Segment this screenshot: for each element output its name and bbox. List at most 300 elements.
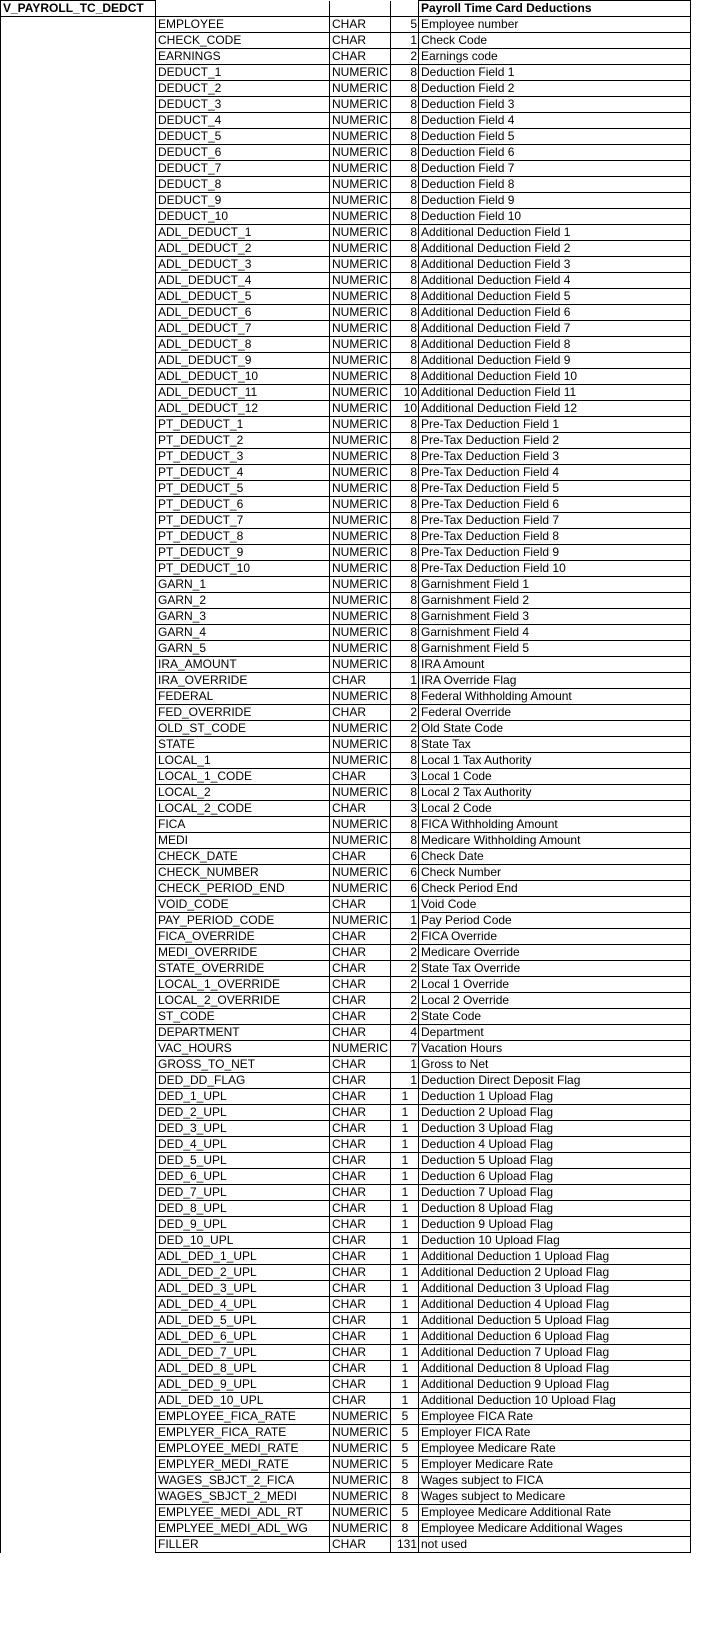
field-length-cell: 8 (391, 257, 419, 273)
field-length-cell: 1 (391, 1089, 419, 1105)
field-name-cell: LOCAL_2_OVERRIDE (156, 993, 330, 1009)
table-row (1, 497, 691, 513)
field-name-cell: STATE_OVERRIDE (156, 961, 330, 977)
field-description-cell: Wages subject to Medicare (419, 1489, 691, 1505)
table-row (1, 1009, 691, 1025)
field-description-cell: Additional Deduction Field 1 (419, 225, 691, 241)
data-type-cell: NUMERIC (330, 225, 391, 241)
data-type-cell: NUMERIC (330, 641, 391, 657)
table-row (1, 1169, 691, 1185)
field-description-cell: Deduction Field 5 (419, 129, 691, 145)
field-description-cell: Employee Medicare Additional Rate (419, 1505, 691, 1521)
table-row (1, 161, 691, 177)
field-name-cell: DED_9_UPL (156, 1217, 330, 1233)
field-name-cell: ADL_DED_4_UPL (156, 1297, 330, 1313)
field-name-cell: IRA_OVERRIDE (156, 673, 330, 689)
field-description-cell: Deduction 9 Upload Flag (419, 1217, 691, 1233)
field-description-cell: Pre-Tax Deduction Field 1 (419, 417, 691, 433)
blank-cell (1, 1233, 156, 1249)
field-name-cell: EMPLOYEE (156, 17, 330, 33)
data-type-cell: CHAR (330, 977, 391, 993)
field-length-cell: 1 (391, 673, 419, 689)
field-name-cell: DEPARTMENT (156, 1025, 330, 1041)
data-type-cell: CHAR (330, 49, 391, 65)
field-description-cell: Pre-Tax Deduction Field 3 (419, 449, 691, 465)
data-type-cell: NUMERIC (330, 657, 391, 673)
field-description-cell: Employer Medicare Rate (419, 1457, 691, 1473)
table-row (1, 113, 691, 129)
data-type-cell: CHAR (330, 1153, 391, 1169)
table-row (1, 1489, 691, 1505)
field-length-cell: 5 (391, 1441, 419, 1457)
field-name-cell: ADL_DED_2_UPL (156, 1265, 330, 1281)
blank-cell (1, 1025, 156, 1041)
data-type-cell: CHAR (330, 1201, 391, 1217)
blank-cell (1, 881, 156, 897)
field-name-cell: DED_8_UPL (156, 1201, 330, 1217)
field-description-cell: Deduction Direct Deposit Flag (419, 1073, 691, 1089)
field-name-cell: DED_6_UPL (156, 1169, 330, 1185)
data-type-cell: NUMERIC (330, 193, 391, 209)
table-row (1, 513, 691, 529)
blank-cell (1, 913, 156, 929)
field-name-cell: OLD_ST_CODE (156, 721, 330, 737)
table-row (1, 1409, 691, 1425)
data-type-cell: CHAR (330, 1089, 391, 1105)
blank-cell (1, 353, 156, 369)
blank-cell (1, 81, 156, 97)
field-length-cell: 8 (391, 81, 419, 97)
field-name-cell: EMPLYER_MEDI_RATE (156, 1457, 330, 1473)
blank-cell (1, 769, 156, 785)
blank-cell (1, 929, 156, 945)
blank-cell (1, 865, 156, 881)
table-row (1, 1121, 691, 1137)
table-row (1, 321, 691, 337)
blank-cell (1, 1409, 156, 1425)
field-description-cell: Additional Deduction 3 Upload Flag (419, 1281, 691, 1297)
blank-cell (1, 577, 156, 593)
table-row (1, 449, 691, 465)
data-type-cell: NUMERIC (330, 257, 391, 273)
field-description-cell: Check Date (419, 849, 691, 865)
blank-cell (1, 1169, 156, 1185)
table-row (1, 593, 691, 609)
field-length-cell: 8 (391, 481, 419, 497)
blank-cell (1, 113, 156, 129)
field-length-cell: 1 (391, 1329, 419, 1345)
data-type-cell: CHAR (330, 1073, 391, 1089)
blank-cell (1, 1329, 156, 1345)
data-type-cell: CHAR (330, 1217, 391, 1233)
field-description-cell: Deduction Field 2 (419, 81, 691, 97)
field-description-cell: Employee Medicare Rate (419, 1441, 691, 1457)
blank-cell (1, 449, 156, 465)
table-row (1, 721, 691, 737)
field-name-cell: EMPLYEE_MEDI_ADL_RT (156, 1505, 330, 1521)
field-length-cell: 8 (391, 1521, 419, 1537)
field-length-cell: 8 (391, 193, 419, 209)
field-description-cell: Additional Deduction Field 4 (419, 273, 691, 289)
blank-cell (1, 721, 156, 737)
field-name-cell: GARN_5 (156, 641, 330, 657)
field-description-cell: Deduction Field 8 (419, 177, 691, 193)
blank-cell (1, 1377, 156, 1393)
table-row (1, 689, 691, 705)
blank-cell (1, 945, 156, 961)
data-type-cell: NUMERIC (330, 289, 391, 305)
field-length-cell: 8 (391, 1473, 419, 1489)
field-name-cell: DEDUCT_3 (156, 97, 330, 113)
field-name-cell: ADL_DEDUCT_5 (156, 289, 330, 305)
field-description-cell: Deduction 2 Upload Flag (419, 1105, 691, 1121)
field-description-cell: Deduction 10 Upload Flag (419, 1233, 691, 1249)
field-length-cell: 8 (391, 737, 419, 753)
table-row (1, 1425, 691, 1441)
table-row (1, 705, 691, 721)
blank-cell (1, 529, 156, 545)
field-length-cell: 8 (391, 657, 419, 673)
field-name-cell: PT_DEDUCT_4 (156, 465, 330, 481)
field-description-cell: Deduction 1 Upload Flag (419, 1089, 691, 1105)
blank-cell (1, 1393, 156, 1409)
field-description-cell: Pre-Tax Deduction Field 7 (419, 513, 691, 529)
data-type-cell: NUMERIC (330, 113, 391, 129)
field-name-cell: DED_10_UPL (156, 1233, 330, 1249)
table-row (1, 337, 691, 353)
field-description-cell: IRA Amount (419, 657, 691, 673)
blank-cell (1, 1297, 156, 1313)
field-description-cell: IRA Override Flag (419, 673, 691, 689)
field-length-cell: 8 (391, 689, 419, 705)
blank-cell (1, 97, 156, 113)
field-length-cell: 2 (391, 49, 419, 65)
table-row (1, 865, 691, 881)
data-type-cell: NUMERIC (330, 321, 391, 337)
data-type-cell: NUMERIC (330, 369, 391, 385)
field-length-cell: 1 (391, 1153, 419, 1169)
field-length-cell: 8 (391, 561, 419, 577)
field-name-cell: CHECK_PERIOD_END (156, 881, 330, 897)
field-name-cell: MEDI (156, 833, 330, 849)
blank-cell (1, 1105, 156, 1121)
table-row (1, 1185, 691, 1201)
data-type-cell: CHAR (330, 33, 391, 49)
field-length-cell: 2 (391, 1009, 419, 1025)
table-row (1, 1473, 691, 1489)
field-name-cell: EMPLOYEE_MEDI_RATE (156, 1441, 330, 1457)
data-type-cell: NUMERIC (330, 753, 391, 769)
field-length-cell: 2 (391, 945, 419, 961)
blank-cell (391, 1, 419, 17)
field-name-cell: FEDERAL (156, 689, 330, 705)
blank-cell (1, 833, 156, 849)
table-row (1, 17, 691, 33)
table-row (1, 417, 691, 433)
field-length-cell: 8 (391, 305, 419, 321)
table-row (1, 1521, 691, 1537)
field-length-cell: 8 (391, 753, 419, 769)
field-description-cell: Garnishment Field 1 (419, 577, 691, 593)
data-type-cell: NUMERIC (330, 1457, 391, 1473)
table-row (1, 817, 691, 833)
blank-cell (1, 1153, 156, 1169)
blank-cell (1, 817, 156, 833)
field-length-cell: 1 (391, 1169, 419, 1185)
field-description-cell: Vacation Hours (419, 1041, 691, 1057)
field-length-cell: 8 (391, 65, 419, 81)
table-row (1, 529, 691, 545)
field-name-cell: ADL_DED_7_UPL (156, 1345, 330, 1361)
data-type-cell: CHAR (330, 17, 391, 33)
blank-cell (1, 1089, 156, 1105)
field-description-cell: Additional Deduction 2 Upload Flag (419, 1265, 691, 1281)
field-length-cell: 1 (391, 1121, 419, 1137)
blank-cell (1, 1473, 156, 1489)
table-row (1, 1201, 691, 1217)
field-name-cell: FED_OVERRIDE (156, 705, 330, 721)
table-row (1, 1281, 691, 1297)
field-name-cell: ADL_DED_1_UPL (156, 1249, 330, 1265)
table-row (1, 1345, 691, 1361)
field-name-cell: DEDUCT_5 (156, 129, 330, 145)
field-length-cell: 10 (391, 401, 419, 417)
blank-cell (1, 417, 156, 433)
data-type-cell: CHAR (330, 1105, 391, 1121)
field-length-cell: 1 (391, 1393, 419, 1409)
blank-cell (1, 1361, 156, 1377)
field-name-cell: DED_5_UPL (156, 1153, 330, 1169)
field-length-cell: 5 (391, 1425, 419, 1441)
field-name-cell: DEDUCT_4 (156, 113, 330, 129)
table-row (1, 545, 691, 561)
field-name-cell: ADL_DEDUCT_11 (156, 385, 330, 401)
field-description-cell: Additional Deduction 8 Upload Flag (419, 1361, 691, 1377)
field-length-cell: 1 (391, 1361, 419, 1377)
data-type-cell: NUMERIC (330, 65, 391, 81)
blank-cell (1, 977, 156, 993)
field-length-cell: 8 (391, 97, 419, 113)
header-row (1, 1, 691, 17)
field-length-cell: 8 (391, 1489, 419, 1505)
field-name-cell: CHECK_DATE (156, 849, 330, 865)
field-description-cell: Additional Deduction Field 3 (419, 257, 691, 273)
field-length-cell: 1 (391, 1217, 419, 1233)
blank-cell (1, 1265, 156, 1281)
blank-cell (1, 1425, 156, 1441)
table-row (1, 657, 691, 673)
field-description-cell: State Tax (419, 737, 691, 753)
field-name-cell: LOCAL_1 (156, 753, 330, 769)
field-name-cell: ADL_DED_9_UPL (156, 1377, 330, 1393)
blank-cell (1, 145, 156, 161)
field-length-cell: 8 (391, 625, 419, 641)
field-length-cell: 8 (391, 225, 419, 241)
table-row (1, 1105, 691, 1121)
blank-cell (1, 561, 156, 577)
table-row (1, 1217, 691, 1233)
data-type-cell: NUMERIC (330, 1521, 391, 1537)
field-length-cell: 1 (391, 1313, 419, 1329)
data-type-cell: NUMERIC (330, 1489, 391, 1505)
field-length-cell: 1 (391, 1057, 419, 1073)
field-description-cell: Federal Override (419, 705, 691, 721)
field-description-cell: State Code (419, 1009, 691, 1025)
field-name-cell: GARN_3 (156, 609, 330, 625)
blank-cell (1, 705, 156, 721)
blank-cell (1, 369, 156, 385)
field-name-cell: ADL_DED_10_UPL (156, 1393, 330, 1409)
field-length-cell: 8 (391, 273, 419, 289)
data-type-cell: CHAR (330, 1537, 391, 1553)
blank-cell (1, 305, 156, 321)
field-length-cell: 7 (391, 1041, 419, 1057)
data-type-cell: NUMERIC (330, 145, 391, 161)
field-name-cell: ADL_DEDUCT_3 (156, 257, 330, 273)
table-description: Payroll Time Card Deductions (419, 1, 691, 17)
data-type-cell: CHAR (330, 1329, 391, 1345)
field-name-cell: FICA (156, 817, 330, 833)
field-name-cell: ADL_DEDUCT_8 (156, 337, 330, 353)
field-length-cell: 1 (391, 1265, 419, 1281)
field-length-cell: 1 (391, 1105, 419, 1121)
blank-cell (1, 433, 156, 449)
data-type-cell: NUMERIC (330, 625, 391, 641)
field-length-cell: 8 (391, 513, 419, 529)
field-name-cell: PT_DEDUCT_1 (156, 417, 330, 433)
field-name-cell: ADL_DEDUCT_12 (156, 401, 330, 417)
field-description-cell: Deduction Field 10 (419, 209, 691, 225)
field-length-cell: 1 (391, 913, 419, 929)
data-type-cell: NUMERIC (330, 865, 391, 881)
field-length-cell: 2 (391, 705, 419, 721)
blank-cell (1, 273, 156, 289)
table-row (1, 177, 691, 193)
field-length-cell: 8 (391, 497, 419, 513)
table-row (1, 385, 691, 401)
table-row (1, 641, 691, 657)
field-length-cell: 8 (391, 369, 419, 385)
blank-cell (1, 321, 156, 337)
blank-cell (1, 401, 156, 417)
blank-cell (1, 513, 156, 529)
field-description-cell: not used (419, 1537, 691, 1553)
field-description-cell: Additional Deduction 5 Upload Flag (419, 1313, 691, 1329)
field-length-cell: 1 (391, 1249, 419, 1265)
field-description-cell: Additional Deduction Field 8 (419, 337, 691, 353)
field-length-cell: 8 (391, 145, 419, 161)
table-row (1, 465, 691, 481)
field-name-cell: MEDI_OVERRIDE (156, 945, 330, 961)
blank-cell (1, 1041, 156, 1057)
table-body (1, 1, 691, 1553)
blank-cell (1, 1009, 156, 1025)
field-name-cell: PAY_PERIOD_CODE (156, 913, 330, 929)
field-name-cell: LOCAL_1_CODE (156, 769, 330, 785)
field-length-cell: 8 (391, 577, 419, 593)
field-name-cell: LOCAL_2 (156, 785, 330, 801)
data-type-cell: NUMERIC (330, 273, 391, 289)
table-row (1, 1297, 691, 1313)
data-type-cell: NUMERIC (330, 529, 391, 545)
field-name-cell: DED_2_UPL (156, 1105, 330, 1121)
field-description-cell: Additional Deduction Field 9 (419, 353, 691, 369)
table-row (1, 1265, 691, 1281)
field-description-cell: Pre-Tax Deduction Field 10 (419, 561, 691, 577)
field-length-cell: 1 (391, 1185, 419, 1201)
field-length-cell: 5 (391, 17, 419, 33)
field-length-cell: 1 (391, 1281, 419, 1297)
data-type-cell: CHAR (330, 1393, 391, 1409)
field-name-cell: PT_DEDUCT_2 (156, 433, 330, 449)
field-length-cell: 10 (391, 385, 419, 401)
data-type-cell: CHAR (330, 961, 391, 977)
blank-cell (1, 849, 156, 865)
blank-cell (1, 641, 156, 657)
data-type-cell: NUMERIC (330, 913, 391, 929)
data-type-cell: CHAR (330, 769, 391, 785)
field-description-cell: Deduction 6 Upload Flag (419, 1169, 691, 1185)
blank-cell (1, 961, 156, 977)
blank-cell (1, 209, 156, 225)
blank-cell (1, 49, 156, 65)
data-type-cell: CHAR (330, 1377, 391, 1393)
data-type-cell: CHAR (330, 1265, 391, 1281)
blank-cell (1, 497, 156, 513)
table-row (1, 481, 691, 497)
data-type-cell: CHAR (330, 1121, 391, 1137)
data-type-cell: NUMERIC (330, 385, 391, 401)
data-type-cell: NUMERIC (330, 129, 391, 145)
table-row (1, 353, 691, 369)
field-description-cell: Additional Deduction Field 7 (419, 321, 691, 337)
field-length-cell: 8 (391, 641, 419, 657)
field-length-cell: 5 (391, 1409, 419, 1425)
field-name-cell: PT_DEDUCT_3 (156, 449, 330, 465)
field-name-cell: GARN_1 (156, 577, 330, 593)
blank-cell (1, 625, 156, 641)
field-name-cell: WAGES_SBJCT_2_FICA (156, 1473, 330, 1489)
table-row (1, 1041, 691, 1057)
field-length-cell: 4 (391, 1025, 419, 1041)
data-type-cell: CHAR (330, 1313, 391, 1329)
table-row (1, 289, 691, 305)
field-name-cell: ADL_DEDUCT_6 (156, 305, 330, 321)
field-name-cell: IRA_AMOUNT (156, 657, 330, 673)
field-description-cell: Check Code (419, 33, 691, 49)
field-description-cell: Additional Deduction 1 Upload Flag (419, 1249, 691, 1265)
table-row (1, 1377, 691, 1393)
field-name-cell: GARN_2 (156, 593, 330, 609)
data-type-cell: CHAR (330, 1025, 391, 1041)
blank-cell (1, 673, 156, 689)
table-row (1, 81, 691, 97)
data-type-cell: NUMERIC (330, 241, 391, 257)
field-name-cell: DEDUCT_6 (156, 145, 330, 161)
field-name-cell: DEDUCT_9 (156, 193, 330, 209)
field-name-cell: PT_DEDUCT_7 (156, 513, 330, 529)
data-type-cell: NUMERIC (330, 1505, 391, 1521)
field-length-cell: 8 (391, 289, 419, 305)
field-length-cell: 2 (391, 721, 419, 737)
blank-cell (1, 753, 156, 769)
field-description-cell: Local 2 Override (419, 993, 691, 1009)
data-type-cell: CHAR (330, 1249, 391, 1265)
blank-cell (1, 33, 156, 49)
table-row (1, 833, 691, 849)
field-description-cell: Additional Deduction 6 Upload Flag (419, 1329, 691, 1345)
field-description-cell: State Tax Override (419, 961, 691, 977)
